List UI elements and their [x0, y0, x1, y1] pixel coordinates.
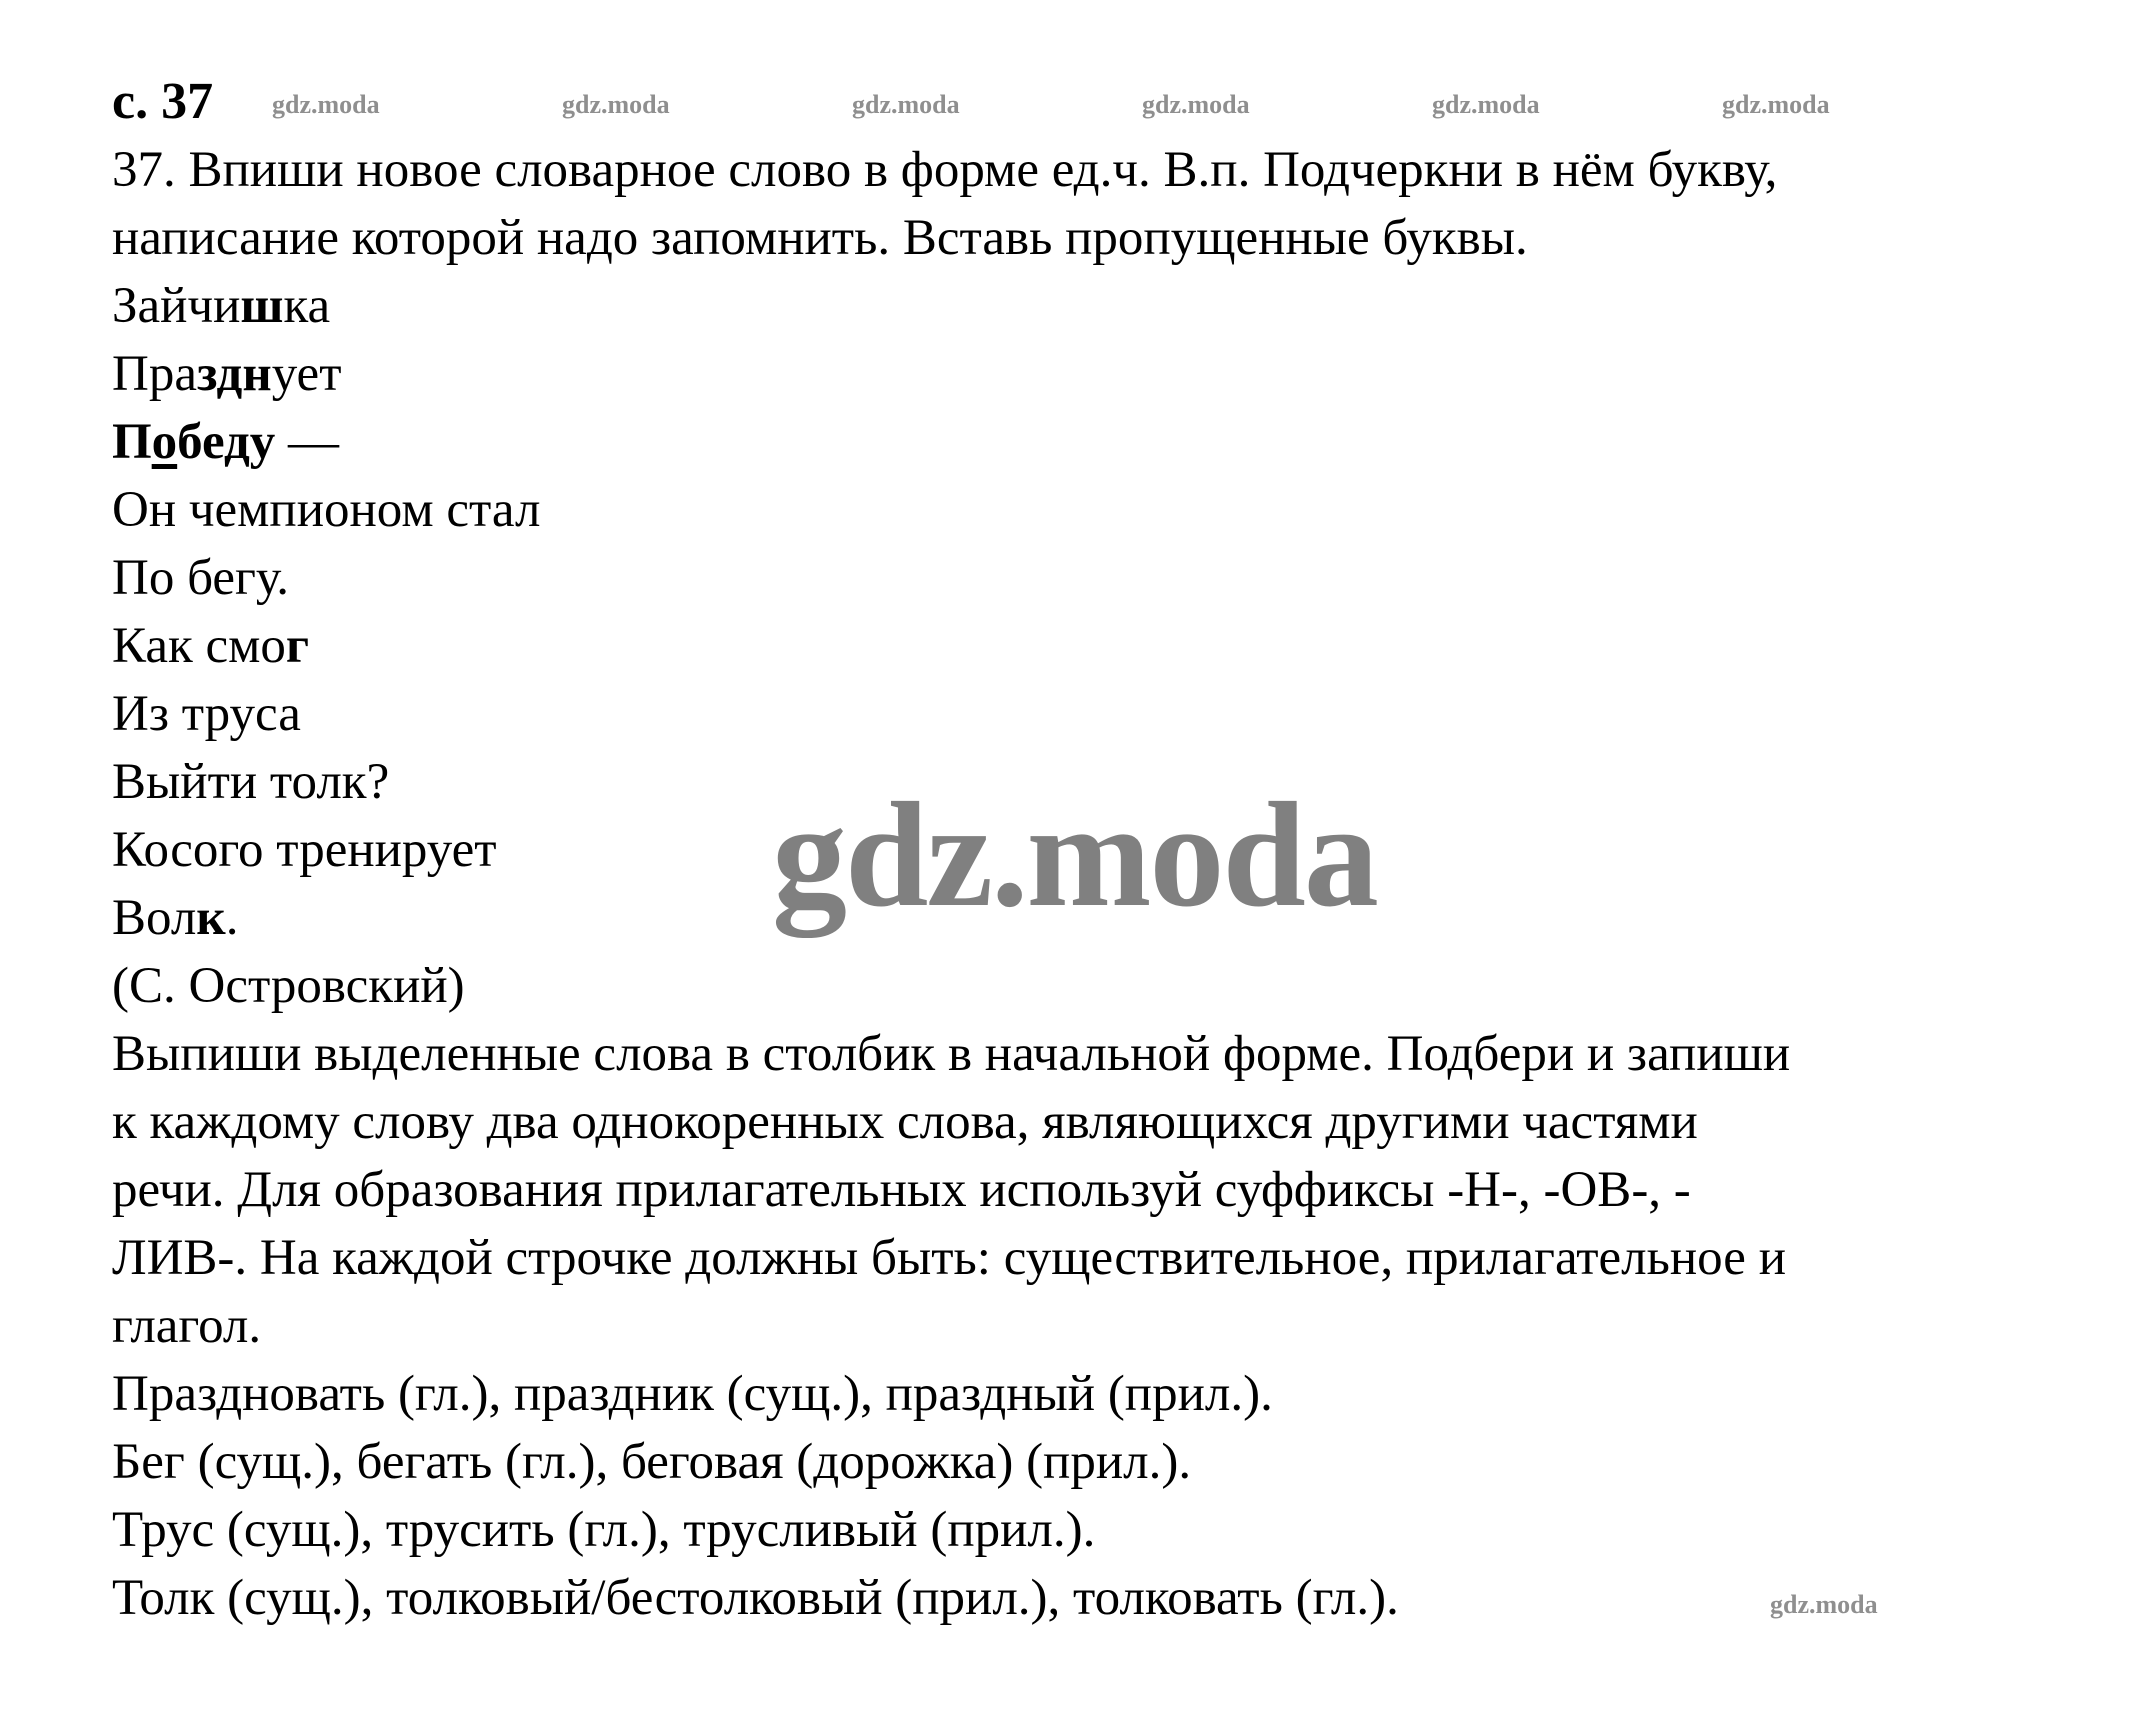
instruction-line: глагол. — [112, 1298, 262, 1354]
poem-line: По бегу. — [112, 550, 290, 606]
answer-line: Праздновать (гл.), праздник (сущ.), праздный (прил.). — [112, 1366, 1273, 1422]
poem-line-highlighted-word: Победу — — [112, 414, 340, 470]
poem-line: Выйти толк? — [112, 754, 390, 810]
poem-line: Волк. — [112, 890, 239, 946]
answer-line: Толк (сущ.), толковый/бестолковый (прил.), толковать (гл.). — [112, 1570, 1399, 1626]
watermark-small: gdz.moda — [852, 90, 960, 119]
watermark-small: gdz.moda — [1722, 90, 1830, 119]
watermark-small: gdz.moda — [272, 90, 380, 119]
instruction-line: ЛИВ-. На каждой строчке должны быть: существительное, прилагательное и — [112, 1230, 1786, 1286]
poem-line: Как смог — [112, 618, 310, 674]
underlined-letter: о — [151, 414, 178, 470]
page-header — [112, 72, 2012, 132]
answer-line: Бег (сущ.), бегать (гл.), беговая (дорожка) (прил.). — [112, 1434, 1192, 1490]
watermark-large: gdz.moda — [772, 772, 1377, 938]
poem-line: Зайчишка — [112, 278, 331, 334]
page-number: с. 37 — [112, 73, 214, 130]
poem-line: Он чемпионом стал — [112, 482, 541, 538]
instruction-line: к каждому слову два однокоренных слова, являющихся другими частями — [112, 1094, 1698, 1150]
watermark-small: gdz.moda — [1142, 90, 1250, 119]
poem-author: (С. Островский) — [112, 958, 465, 1014]
watermark-bottom: gdz.moda — [1770, 1590, 1878, 1619]
poem-line: Косого тренирует — [112, 822, 497, 878]
watermark-small: gdz.moda — [1432, 90, 1540, 119]
poem-line: Из труса — [112, 686, 301, 742]
task-text-line: 37. Впиши новое словарное слово в форме ед.ч. В.п. Подчеркни в нём букву, — [112, 142, 1778, 198]
task-text-line: написание которой надо запомнить. Вставь пропущенные буквы. — [112, 210, 1528, 266]
watermark-small: gdz.moda — [562, 90, 670, 119]
answer-line: Трус (сущ.), трусить (гл.), трусливый (прил.). — [112, 1502, 1096, 1558]
poem-line: Празднует — [112, 346, 342, 402]
instruction-line: Выпиши выделенные слова в столбик в начальной форме. Подбери и запиши — [112, 1026, 1791, 1082]
instruction-line: речи. Для образования прилагательных используй суффиксы -Н-, -ОВ-, - — [112, 1162, 1691, 1218]
